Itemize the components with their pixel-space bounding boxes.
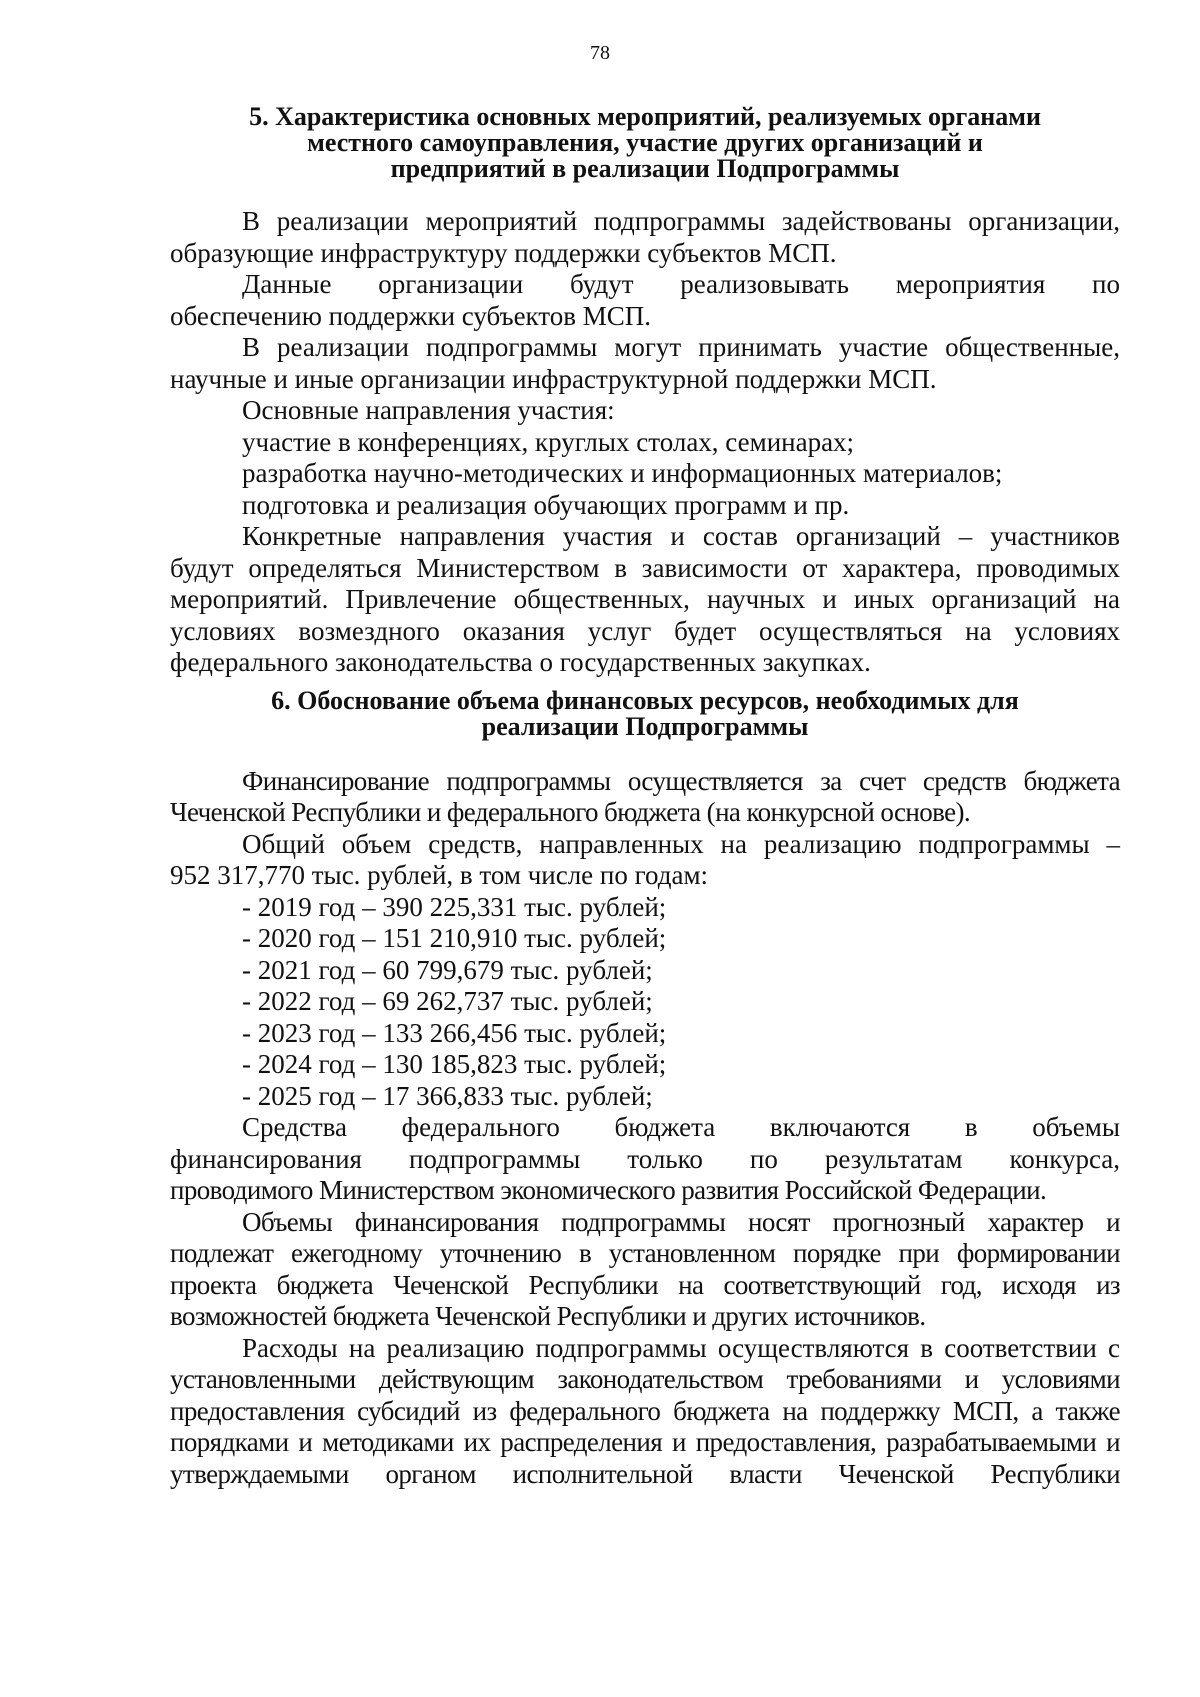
s6-paragraph-line: установленными действующим законодательством требованиями и условиями [170,1364,1120,1394]
s5-paragraph-line: федерального законодательства о государственных закупках. [170,647,871,677]
s5-list-item: подготовка и реализация обучающих программ и пр. [242,490,850,520]
s6-paragraph-line: предоставления субсидий из федерального бюджета на поддержку МСП, а также [170,1396,1120,1426]
s6-paragraph-line: Финансирование подпрограммы осуществляется за счет средств бюджета [242,766,1120,796]
s5-paragraph-line: образующие инфраструктуру поддержки субъектов МСП. [170,238,837,268]
s5-paragraph-line: В реализации мероприятий подпрограммы задействованы организации, [242,206,1120,236]
s6-paragraph-line: Средства федерального бюджета включаются в объемы [242,1112,1120,1142]
s6-paragraph-line: проводимого Министерством экономического развития Российской Федерации. [170,1175,1047,1205]
s5-paragraph-line: Основные направления участия: [242,395,615,425]
s6-paragraph-line: Чеченской Республики и федерального бюджета (на конкурсной основе). [170,797,971,827]
s5-list-item: участие в конференциях, круглых столах, семинарах; [242,427,855,457]
s6-year-item-2022: - 2022 год – 69 262,737 тыс. рублей; [242,986,653,1016]
section-5-title-line-3: предприятий в реализации Подпрограммы [390,154,900,183]
s6-paragraph-line: 952 317,770 тыс. рублей, в том числе по годам: [170,860,709,890]
s6-paragraph-line: Объемы финансирования подпрограммы носят прогнозный характер и [242,1207,1120,1237]
section-5-title-line-1: 5. Характеристика основных мероприятий, реализуемых органами [249,102,1041,131]
s6-year-item-2019: - 2019 год – 390 225,331 тыс. рублей; [242,892,667,922]
s5-paragraph-line: Конкретные направления участия и состав организаций – участников [242,521,1120,551]
s6-paragraph-line: проекта бюджета Чеченской Республики на соответствующий год, исходя из [170,1270,1120,1300]
s6-paragraph-line: Общий объем средств, направленных на реализацию подпрограммы – [242,829,1120,859]
s5-list-item: разработка научно-методических и информационных материалов; [242,458,1003,488]
s5-paragraph-line: мероприятий. Привлечение общественных, научных и иных организаций на [170,584,1120,614]
s6-paragraph-line: подлежат ежегодному уточнению в установленном порядке при формировании [170,1238,1120,1268]
section-6-title-line-1: 6. Обоснование объема финансовых ресурсов, необходимых для [271,686,1019,715]
s6-year-item-2023: - 2023 год – 133 266,456 тыс. рублей; [242,1018,667,1048]
s6-paragraph-line: финансирования подпрограммы только по результатам конкурса, [170,1144,1120,1174]
s6-year-item-2024: - 2024 год – 130 185,823 тыс. рублей; [242,1049,667,1079]
section-6-title-line-2: реализации Подпрограммы [481,712,809,741]
section-5-title-line-2: местного самоуправления, участие других организаций и [307,128,983,157]
s5-paragraph-line: В реализации подпрограммы могут принимать участие общественные, [242,332,1120,362]
s5-paragraph-line: Данные организации будут реализовывать мероприятия по [242,269,1120,299]
s6-paragraph-line: порядками и методиками их распределения и предоставления, разрабатываемыми и [170,1427,1120,1457]
s5-paragraph-line: научные и иные организации инфраструктурной поддержки МСП. [170,364,937,394]
s5-paragraph-line: будут определяться Министерством в зависимости от характера, проводимых [170,553,1120,583]
s6-paragraph-line: возможностей бюджета Чеченской Республики и других источников. [170,1301,926,1331]
s6-year-item-2021: - 2021 год – 60 799,679 тыс. рублей; [242,955,653,985]
s6-year-item-2025: - 2025 год – 17 366,833 тыс. рублей; [242,1081,653,1111]
page-number: 78 [590,42,610,64]
s6-year-item-2020: - 2020 год – 151 210,910 тыс. рублей; [242,923,667,953]
s5-paragraph-line: обеспечению поддержки субъектов МСП. [170,301,652,331]
s6-paragraph-line: Расходы на реализацию подпрограммы осуществляются в соответствии с [242,1333,1120,1363]
s5-paragraph-line: условиях возмездного оказания услуг будет осуществляться на условиях [170,616,1120,646]
s6-paragraph-line: утверждаемыми органом исполнительной власти Чеченской Республики [170,1459,1120,1489]
